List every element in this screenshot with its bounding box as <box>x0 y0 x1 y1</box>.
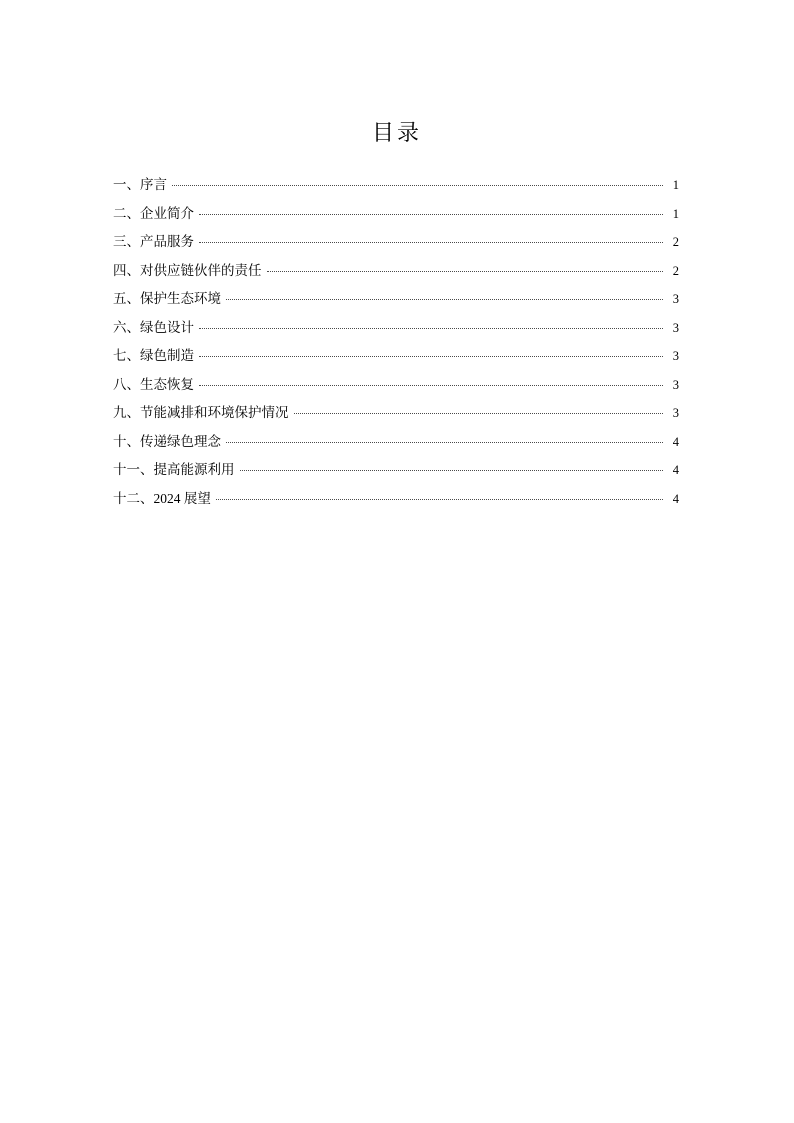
toc-leader-dots <box>240 469 664 471</box>
toc-entry-page: 1 <box>672 178 679 192</box>
toc-entry[interactable] <box>113 285 679 314</box>
toc-entry[interactable] <box>113 228 679 257</box>
toc-entry-page: 3 <box>672 292 679 306</box>
toc-entry-page: 2 <box>672 235 679 249</box>
toc-entry[interactable] <box>113 342 679 371</box>
toc-entry-label: 七、绿色制造 <box>113 348 194 363</box>
toc-entry-page: 3 <box>672 320 679 335</box>
toc-entry-page: 4 <box>672 434 679 449</box>
toc-entry-label: 九、节能减排和环境保护情况 <box>113 405 289 420</box>
toc-entry-page: 3 <box>672 406 679 420</box>
toc-entry-page: 4 <box>672 491 679 506</box>
toc-entry-label: 一、序言 <box>113 177 167 192</box>
toc-entry[interactable] <box>113 428 679 457</box>
toc-entry-label: 六、绿色设计 <box>113 319 194 335</box>
toc-entry-page: 1 <box>672 206 679 221</box>
toc-entry[interactable] <box>113 200 679 229</box>
toc-leader-dots <box>199 213 663 215</box>
toc-leader-dots <box>199 384 663 386</box>
toc-entry-label: 四、对供应链伙伴的责任 <box>113 262 262 278</box>
toc-entry-label: 十、传递绿色理念 <box>113 433 221 449</box>
toc-entry[interactable] <box>113 399 679 428</box>
toc-leader-dots <box>216 498 663 500</box>
toc-entry-label: 十一、提高能源利用 <box>113 462 235 477</box>
toc-entry[interactable] <box>113 314 679 343</box>
toc-entry-label: 三、产品服务 <box>113 234 194 249</box>
toc-leader-dots <box>267 270 664 272</box>
toc-entry-page: 4 <box>672 463 679 477</box>
toc-leader-dots <box>199 327 663 329</box>
toc-leader-dots <box>226 441 663 443</box>
toc-entry-label: 五、保护生态环境 <box>113 291 221 306</box>
toc-entry[interactable] <box>113 371 679 400</box>
toc-leader-dots <box>199 355 663 357</box>
toc-entry[interactable] <box>113 485 679 514</box>
toc-entry-page: 3 <box>672 349 679 363</box>
toc-entry[interactable] <box>113 257 679 286</box>
page-title: 目录 <box>371 120 422 145</box>
toc-leader-dots <box>294 412 664 414</box>
toc-entry[interactable] <box>113 171 679 200</box>
toc-leader-dots <box>172 184 663 186</box>
toc-leader-dots <box>199 241 663 243</box>
toc-entry-page: 3 <box>672 377 679 392</box>
toc-entry-label: 八、生态恢复 <box>113 376 194 392</box>
toc-leader-dots <box>226 298 663 300</box>
toc-entry-page: 2 <box>672 263 679 278</box>
toc-entry-label: 十二、2024 展望 <box>113 490 211 506</box>
toc-entry-label: 二、企业简介 <box>113 205 194 221</box>
toc-entry[interactable] <box>113 456 679 485</box>
table-of-contents <box>113 171 679 513</box>
